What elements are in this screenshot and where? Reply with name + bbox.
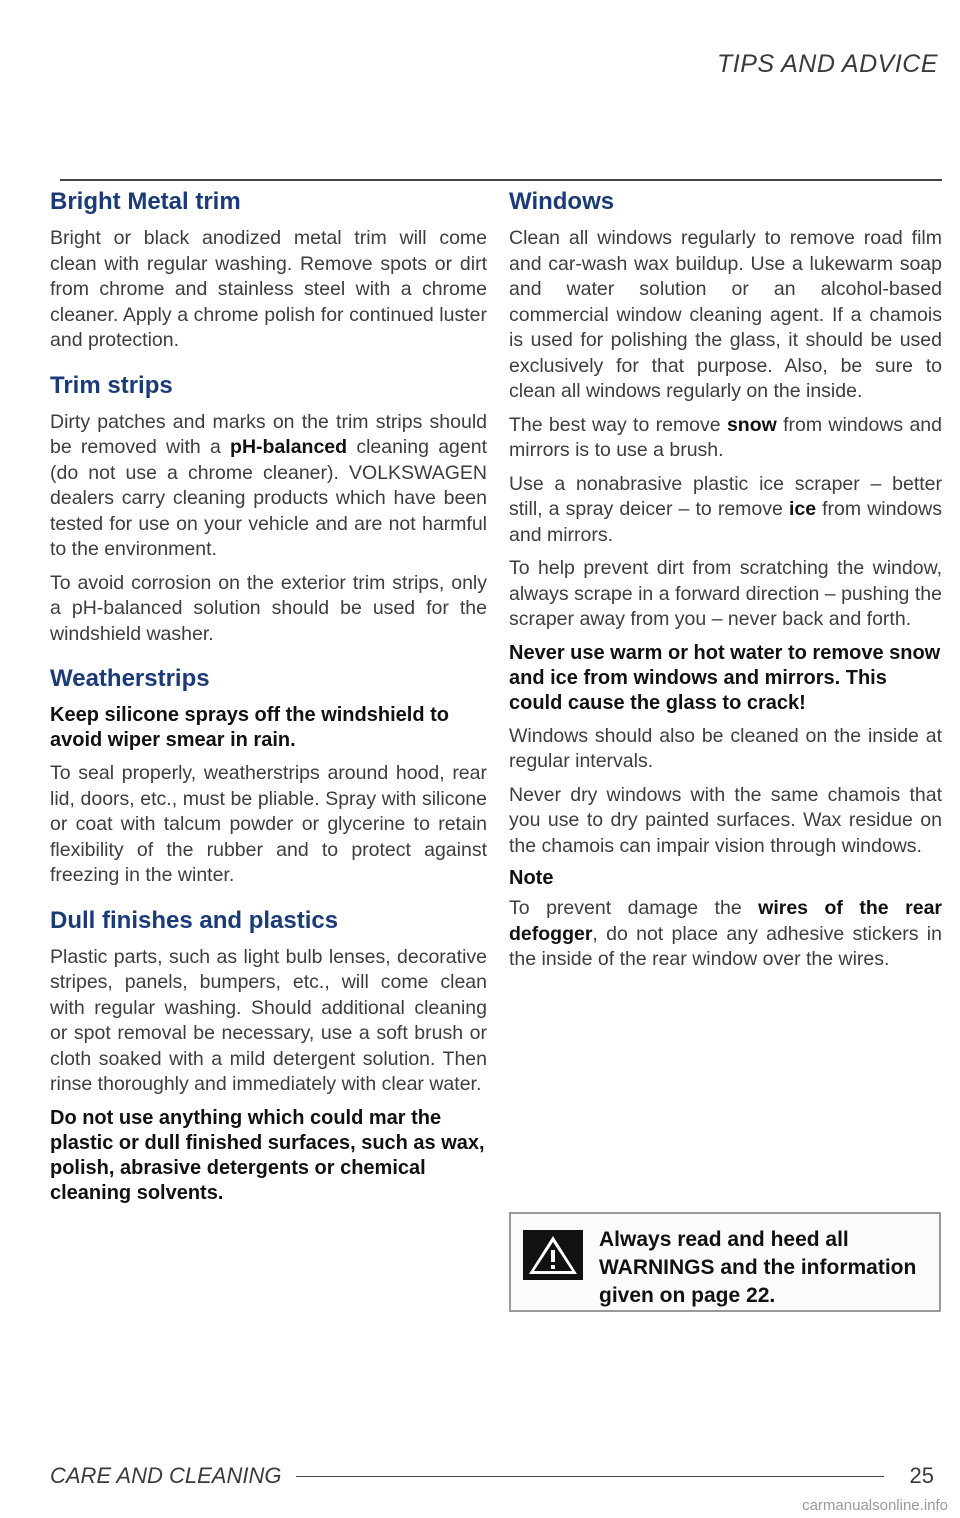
paragraph-windows-5: Windows should also be cleaned on the inside at regular intervals.	[509, 724, 942, 772]
paragraph-windows-6: Never dry windows with the same chamois that you use to dry painted surfaces. Wax residue on the chamois can impair vision through windows.	[509, 783, 942, 857]
warning-dull-finishes: Do not use anything which could mar the plastic or dull finished surfaces, such as wax, polish, abrasive detergents or chemical cleaning solvents.	[50, 1106, 485, 1204]
left-column	[50, 188, 487, 1214]
watermark: carmanualsonline.info	[802, 1497, 948, 1514]
top-rule	[60, 179, 942, 181]
warning-windows: Never use warm or hot water to remove snow and ice from windows and mirrors. This could cause the glass to crack!	[509, 641, 941, 714]
heading-trim-strips: Trim strips	[50, 371, 173, 399]
warning-text: Always read and heed all WARNINGS and the information given on page 22.	[599, 1228, 917, 1307]
paragraph-windows-3: Use a nonabrasive plastic ice scraper – better still, a spray deicer – to remove ice from windows and mirrors.	[509, 472, 942, 546]
footer-section-title: CARE AND CLEANING	[50, 1463, 282, 1488]
paragraph-note: To prevent damage the wires of the rear defogger, do not place any adhesive stickers in the inside of the rear window over the wires.	[509, 897, 942, 970]
paragraph-bright-metal: Bright or black anodized metal trim will come clean with regular washing. Remove spots or dirt from chrome and stainless steel with a chrome cleaner. Apply a chrome polish for continued luster and protection.	[50, 227, 487, 351]
heading-note: Note	[509, 867, 554, 889]
paragraph-dull-finishes: Plastic parts, such as light bulb lenses, decorative stripes, panels, bumpers, etc., will come clean with regular washing. Should additional cleaning or spot removal be necessary, use a soft brush or cloth soaked with a mild detergent solution. Then rinse thoroughly and immediately with clear water.	[50, 945, 487, 1095]
paragraph-trim-strips-1: Dirty patches and marks on the trim strips should be removed with a pH-balanced cleaning agent (do not use a chrome cleaner). VOLKSWAGEN dealers carry cleaning products which have been tested for use on your vehicle and are not harmful to the environment.	[50, 410, 487, 560]
heading-windows: Windows	[509, 188, 615, 215]
warning-box	[509, 1212, 941, 1312]
paragraph-windows-2: The best way to remove snow from windows and mirrors is to use a brush.	[509, 413, 942, 461]
warning-weatherstrips: Keep silicone sprays off the windshield to avoid wiper smear in rain.	[50, 704, 449, 751]
page-number: 25	[909, 1463, 934, 1488]
right-column	[509, 188, 942, 981]
page-header: TIPS AND ADVICE	[717, 50, 938, 78]
heading-weatherstrips: Weatherstrips	[50, 665, 210, 692]
paragraph-trim-strips-2: To avoid corrosion on the exterior trim strips, only a pH-balanced solution should be used for the windshield washer.	[50, 571, 487, 645]
footer-rule	[296, 1476, 884, 1477]
paragraph-windows-4: To help prevent dirt from scratching the window, always scrape in a forward direction – pushing the scraper away from you – never back and forth.	[509, 557, 942, 630]
heading-bright-metal-trim: Bright Metal trim	[50, 188, 241, 215]
heading-dull-finishes: Dull finishes and plastics	[50, 906, 339, 934]
paragraph-weatherstrips: To seal properly, weatherstrips around hood, rear lid, doors, etc., must be pliable. Spray with silicone or coat with talcum powder or glycerine to retain flexibility of the rubber and to protect against freezing in the winter.	[50, 762, 487, 886]
warning-triangle-icon	[523, 1230, 583, 1285]
paragraph-windows-1: Clean all windows regularly to remove road film and car-wash wax buildup. Use a lukewarm soap and water solution or an alcohol-based commercial window cleaning agent. If a chamois is used for polishing the glass, it should be used exclusively for that purpose. Also, be sure to clean all windows regularly on the inside.	[509, 227, 942, 402]
